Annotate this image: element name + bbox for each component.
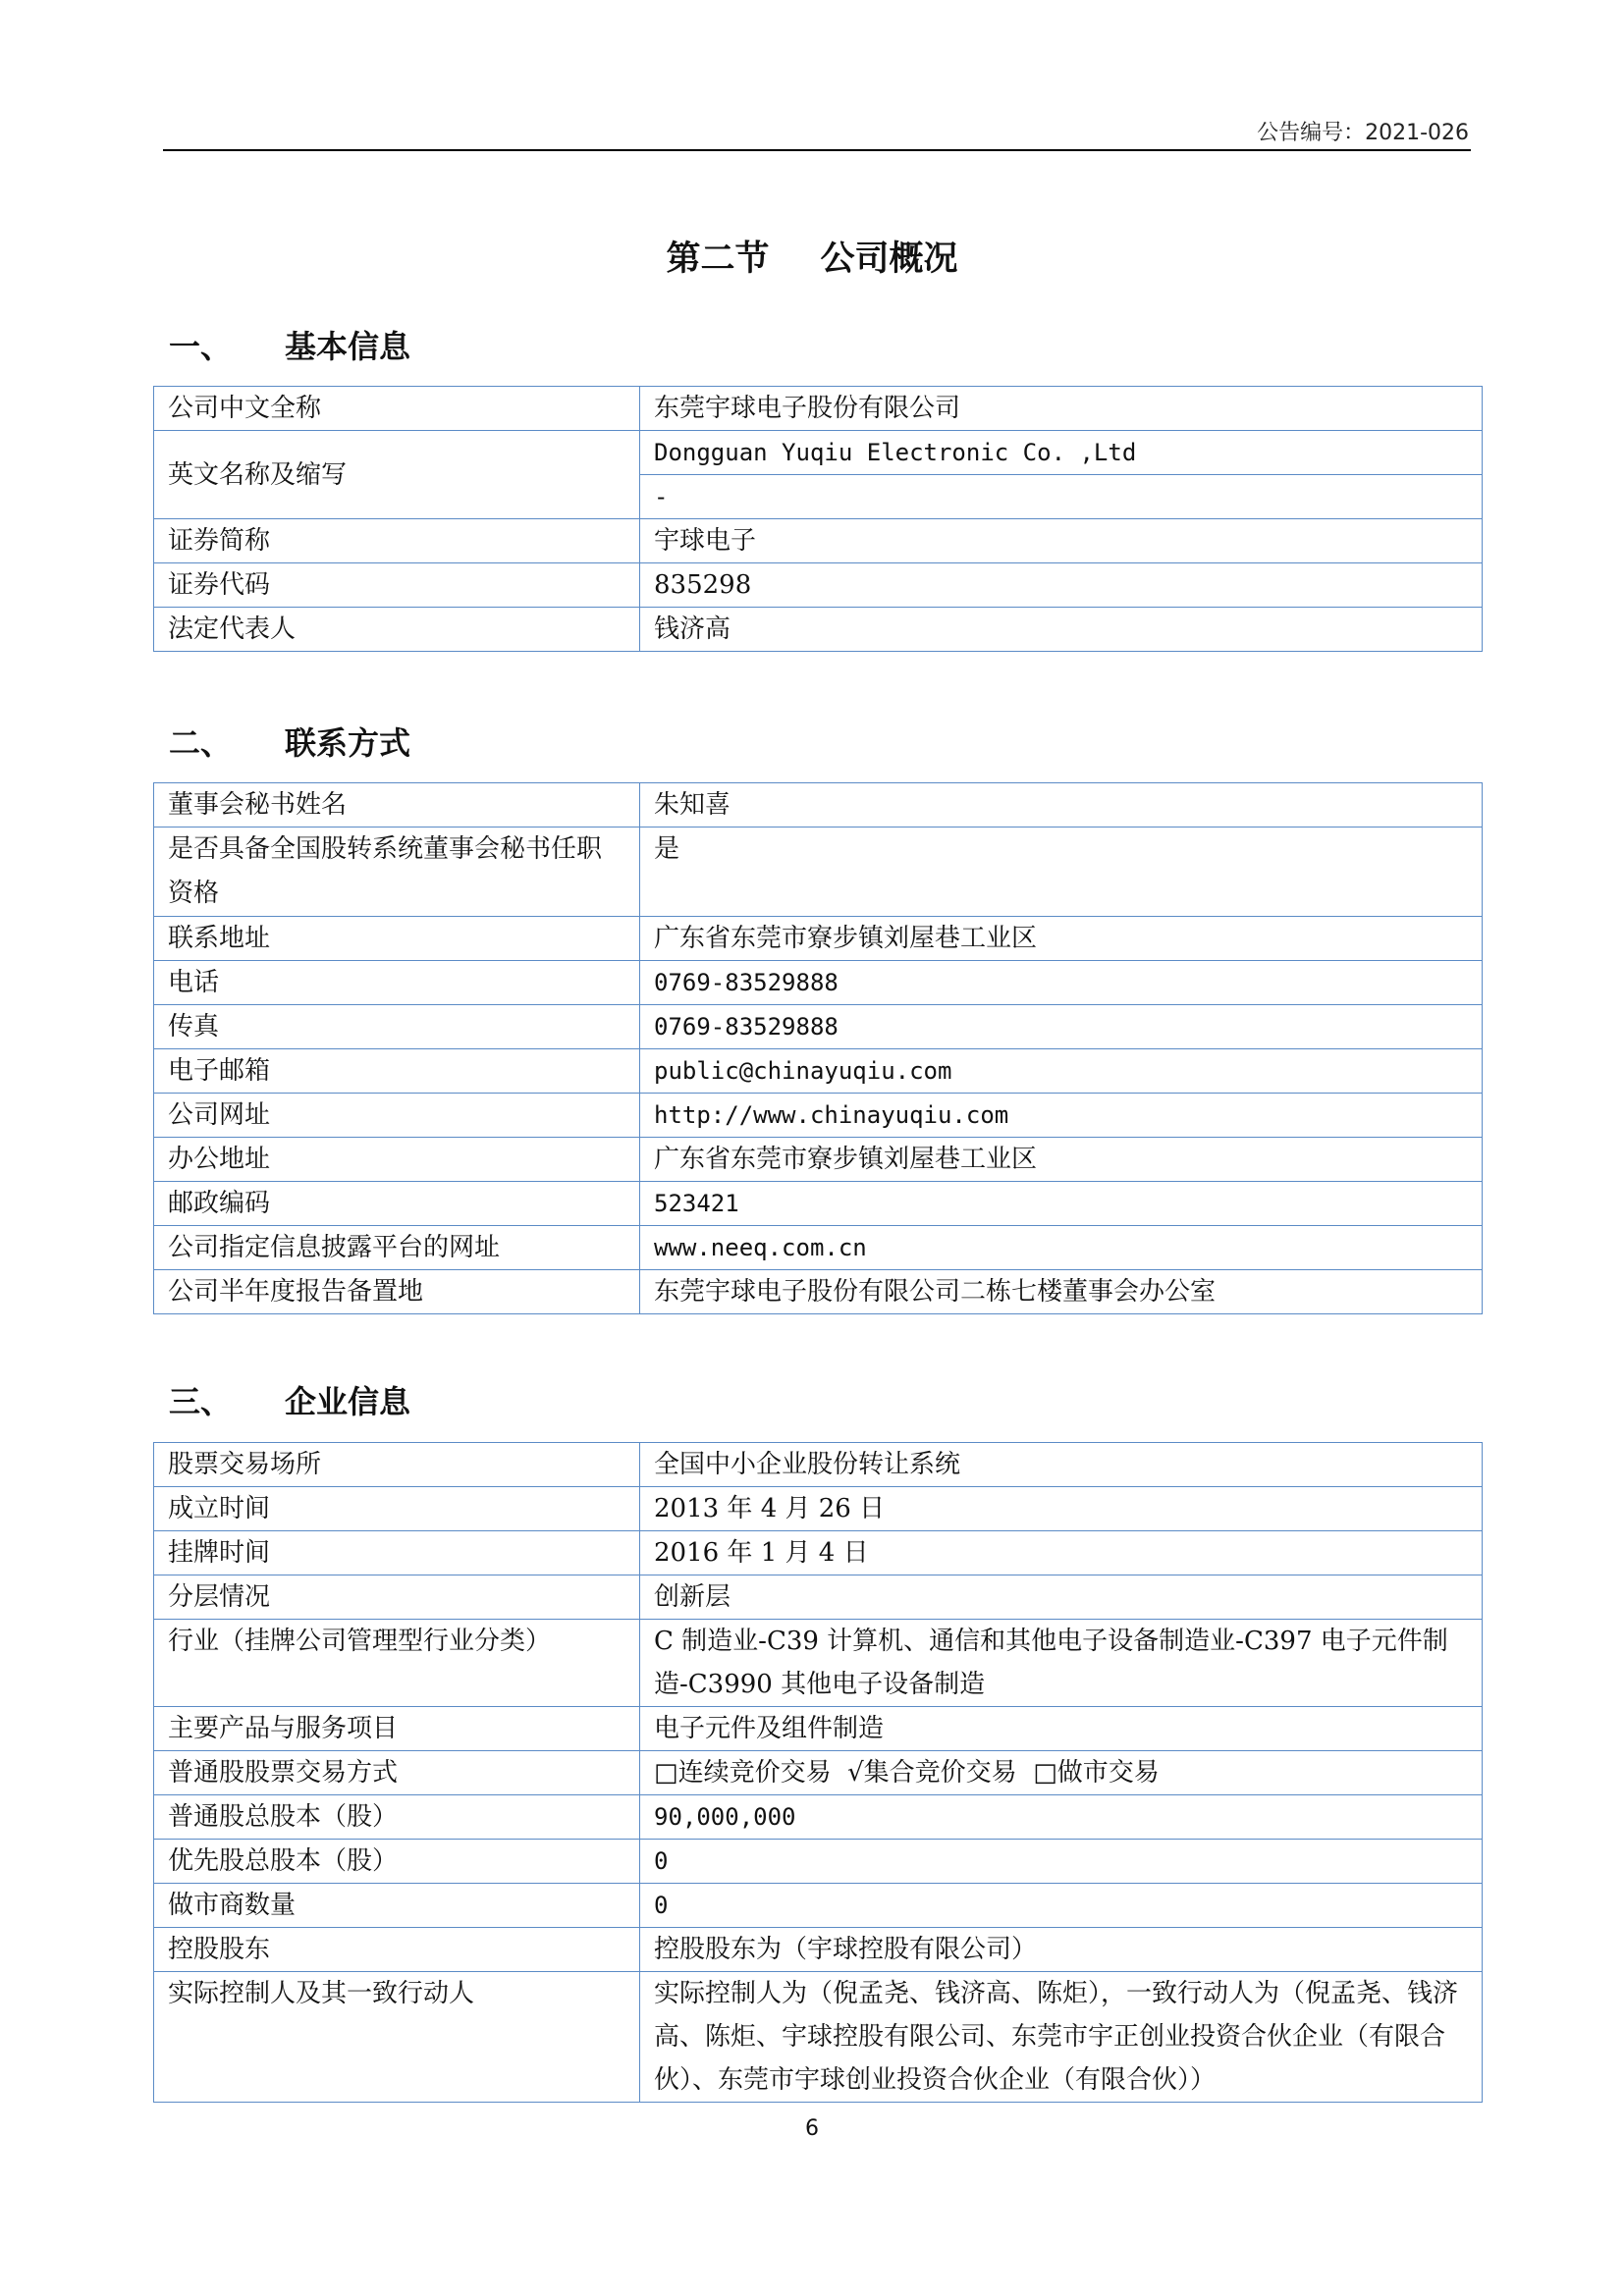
section-heading-contact — [169, 719, 410, 764]
table-row — [154, 608, 1483, 652]
field-value: 朱知喜 — [640, 783, 1483, 828]
table-row — [154, 783, 1483, 828]
field-label: 邮政编码 — [154, 1182, 640, 1226]
field-label: 优先股总股本（股） — [154, 1840, 640, 1884]
section-title: 基本信息 — [285, 328, 411, 365]
table-row — [154, 1928, 1483, 1972]
table-row — [154, 1751, 1483, 1795]
field-label: 证券简称 — [154, 519, 640, 563]
field-label: 公司网址 — [154, 1094, 640, 1138]
table-row — [154, 1138, 1483, 1182]
section-title: 企业信息 — [285, 1383, 411, 1420]
disclosure-site-value: www.neeq.com.cn — [640, 1226, 1483, 1270]
table-row — [154, 519, 1483, 563]
field-label: 联系地址 — [154, 917, 640, 961]
table-row — [154, 1575, 1483, 1620]
enterprise-table — [153, 1442, 1483, 2103]
table-row — [154, 1707, 1483, 1751]
field-label: 普通股股票交易方式 — [154, 1751, 640, 1795]
field-value: 创新层 — [640, 1575, 1483, 1620]
field-label: 挂牌时间 — [154, 1531, 640, 1575]
table-row — [154, 1884, 1483, 1928]
field-label: 主要产品与服务项目 — [154, 1707, 640, 1751]
table-row — [154, 1620, 1483, 1707]
section-number: 三、 — [169, 1383, 233, 1420]
page-number: 6 — [805, 2116, 819, 2141]
table-row — [154, 1972, 1483, 2103]
section-heading-basic — [169, 322, 410, 367]
field-value: 2016 年 1 月 4 日 — [640, 1531, 1483, 1575]
field-value: 523421 — [640, 1182, 1483, 1226]
field-value: 控股股东为（宇球控股有限公司） — [640, 1928, 1483, 1972]
field-value: 0769-83529888 — [640, 1005, 1483, 1049]
field-label: 股票交易场所 — [154, 1443, 640, 1487]
table-row — [154, 1226, 1483, 1270]
field-value: 钱济高 — [640, 608, 1483, 652]
table-row — [154, 563, 1483, 608]
website-value: http://www.chinayuqiu.com — [640, 1094, 1483, 1138]
table-row — [154, 1840, 1483, 1884]
field-label: 分层情况 — [154, 1575, 640, 1620]
contact-table — [153, 782, 1483, 1314]
field-value: 0 — [640, 1840, 1483, 1884]
field-value: 0 — [640, 1884, 1483, 1928]
table-row — [154, 1487, 1483, 1531]
field-value: - — [640, 475, 1483, 519]
table-row — [154, 1531, 1483, 1575]
section-number: 一、 — [169, 328, 233, 365]
field-value: 东莞宇球电子股份有限公司二栋七楼董事会办公室 — [640, 1270, 1483, 1314]
table-row — [154, 917, 1483, 961]
table-row — [154, 1005, 1483, 1049]
field-label: 公司半年度报告备置地 — [154, 1270, 640, 1314]
field-label: 法定代表人 — [154, 608, 640, 652]
field-label: 公司中文全称 — [154, 387, 640, 431]
header-rule — [163, 149, 1471, 151]
field-label: 办公地址 — [154, 1138, 640, 1182]
field-value: C 制造业-C39 计算机、通信和其他电子设备制造业-C397 电子元件制造-C3990 其他电子设备制造 — [640, 1620, 1483, 1707]
chapter-number: 第二节 — [666, 240, 770, 279]
field-label: 证券代码 — [154, 563, 640, 608]
field-value: 广东省东莞市寮步镇刘屋巷工业区 — [640, 917, 1483, 961]
field-label: 电子邮箱 — [154, 1049, 640, 1094]
announcement-number: 公告编号：2021-026 — [1257, 121, 1469, 145]
field-label: 行业（挂牌公司管理型行业分类） — [154, 1620, 640, 1707]
field-value: 宇球电子 — [640, 519, 1483, 563]
field-value: 全国中小企业股份转让系统 — [640, 1443, 1483, 1487]
field-label: 董事会秘书姓名 — [154, 783, 640, 828]
table-row — [154, 387, 1483, 431]
field-value: 835298 — [640, 563, 1483, 608]
field-value: 广东省东莞市寮步镇刘屋巷工业区 — [640, 1138, 1483, 1182]
table-row — [154, 1443, 1483, 1487]
table-row — [154, 961, 1483, 1005]
field-label: 电话 — [154, 961, 640, 1005]
field-label: 控股股东 — [154, 1928, 640, 1972]
field-label: 普通股总股本（股） — [154, 1795, 640, 1840]
table-row — [154, 1049, 1483, 1094]
field-value: 实际控制人为（倪孟尧、钱济高、陈炬），一致行动人为（倪孟尧、钱济高、陈炬、宇球控股有限公司、东莞市宇正创业投资合伙企业（有限合伙）、东莞市宇球创业投资合伙企业（有限合伙）） — [640, 1972, 1483, 2103]
table-row — [154, 1795, 1483, 1840]
field-label: 公司指定信息披露平台的网址 — [154, 1226, 640, 1270]
section-heading-enterprise — [169, 1377, 410, 1422]
field-value: 东莞宇球电子股份有限公司 — [640, 387, 1483, 431]
section-title: 联系方式 — [285, 724, 411, 762]
field-value: 90,000,000 — [640, 1795, 1483, 1840]
table-row — [154, 1270, 1483, 1314]
chapter-title — [0, 232, 1624, 281]
section-number: 二、 — [169, 724, 233, 762]
field-label: 实际控制人及其一致行动人 — [154, 1972, 640, 2103]
chapter-name: 公司概况 — [820, 240, 958, 279]
table-row — [154, 431, 1483, 475]
email-value: public@chinayuqiu.com — [640, 1049, 1483, 1094]
field-value: 电子元件及组件制造 — [640, 1707, 1483, 1751]
field-label: 做市商数量 — [154, 1884, 640, 1928]
field-value: 2013 年 4 月 26 日 — [640, 1487, 1483, 1531]
field-label: 是否具备全国股转系统董事会秘书任职资格 — [154, 828, 640, 917]
field-value: 是 — [640, 828, 1483, 917]
field-value: Dongguan Yuqiu Electronic Co. ,Ltd — [640, 431, 1483, 475]
table-row — [154, 1182, 1483, 1226]
field-label: 英文名称及缩写 — [154, 431, 640, 519]
field-value: 0769-83529888 — [640, 961, 1483, 1005]
basic-info-table — [153, 386, 1483, 652]
table-row — [154, 828, 1483, 917]
table-row — [154, 1094, 1483, 1138]
field-label: 传真 — [154, 1005, 640, 1049]
trading-method-value: □连续竞价交易 √集合竞价交易 □做市交易 — [640, 1751, 1483, 1795]
field-label: 成立时间 — [154, 1487, 640, 1531]
